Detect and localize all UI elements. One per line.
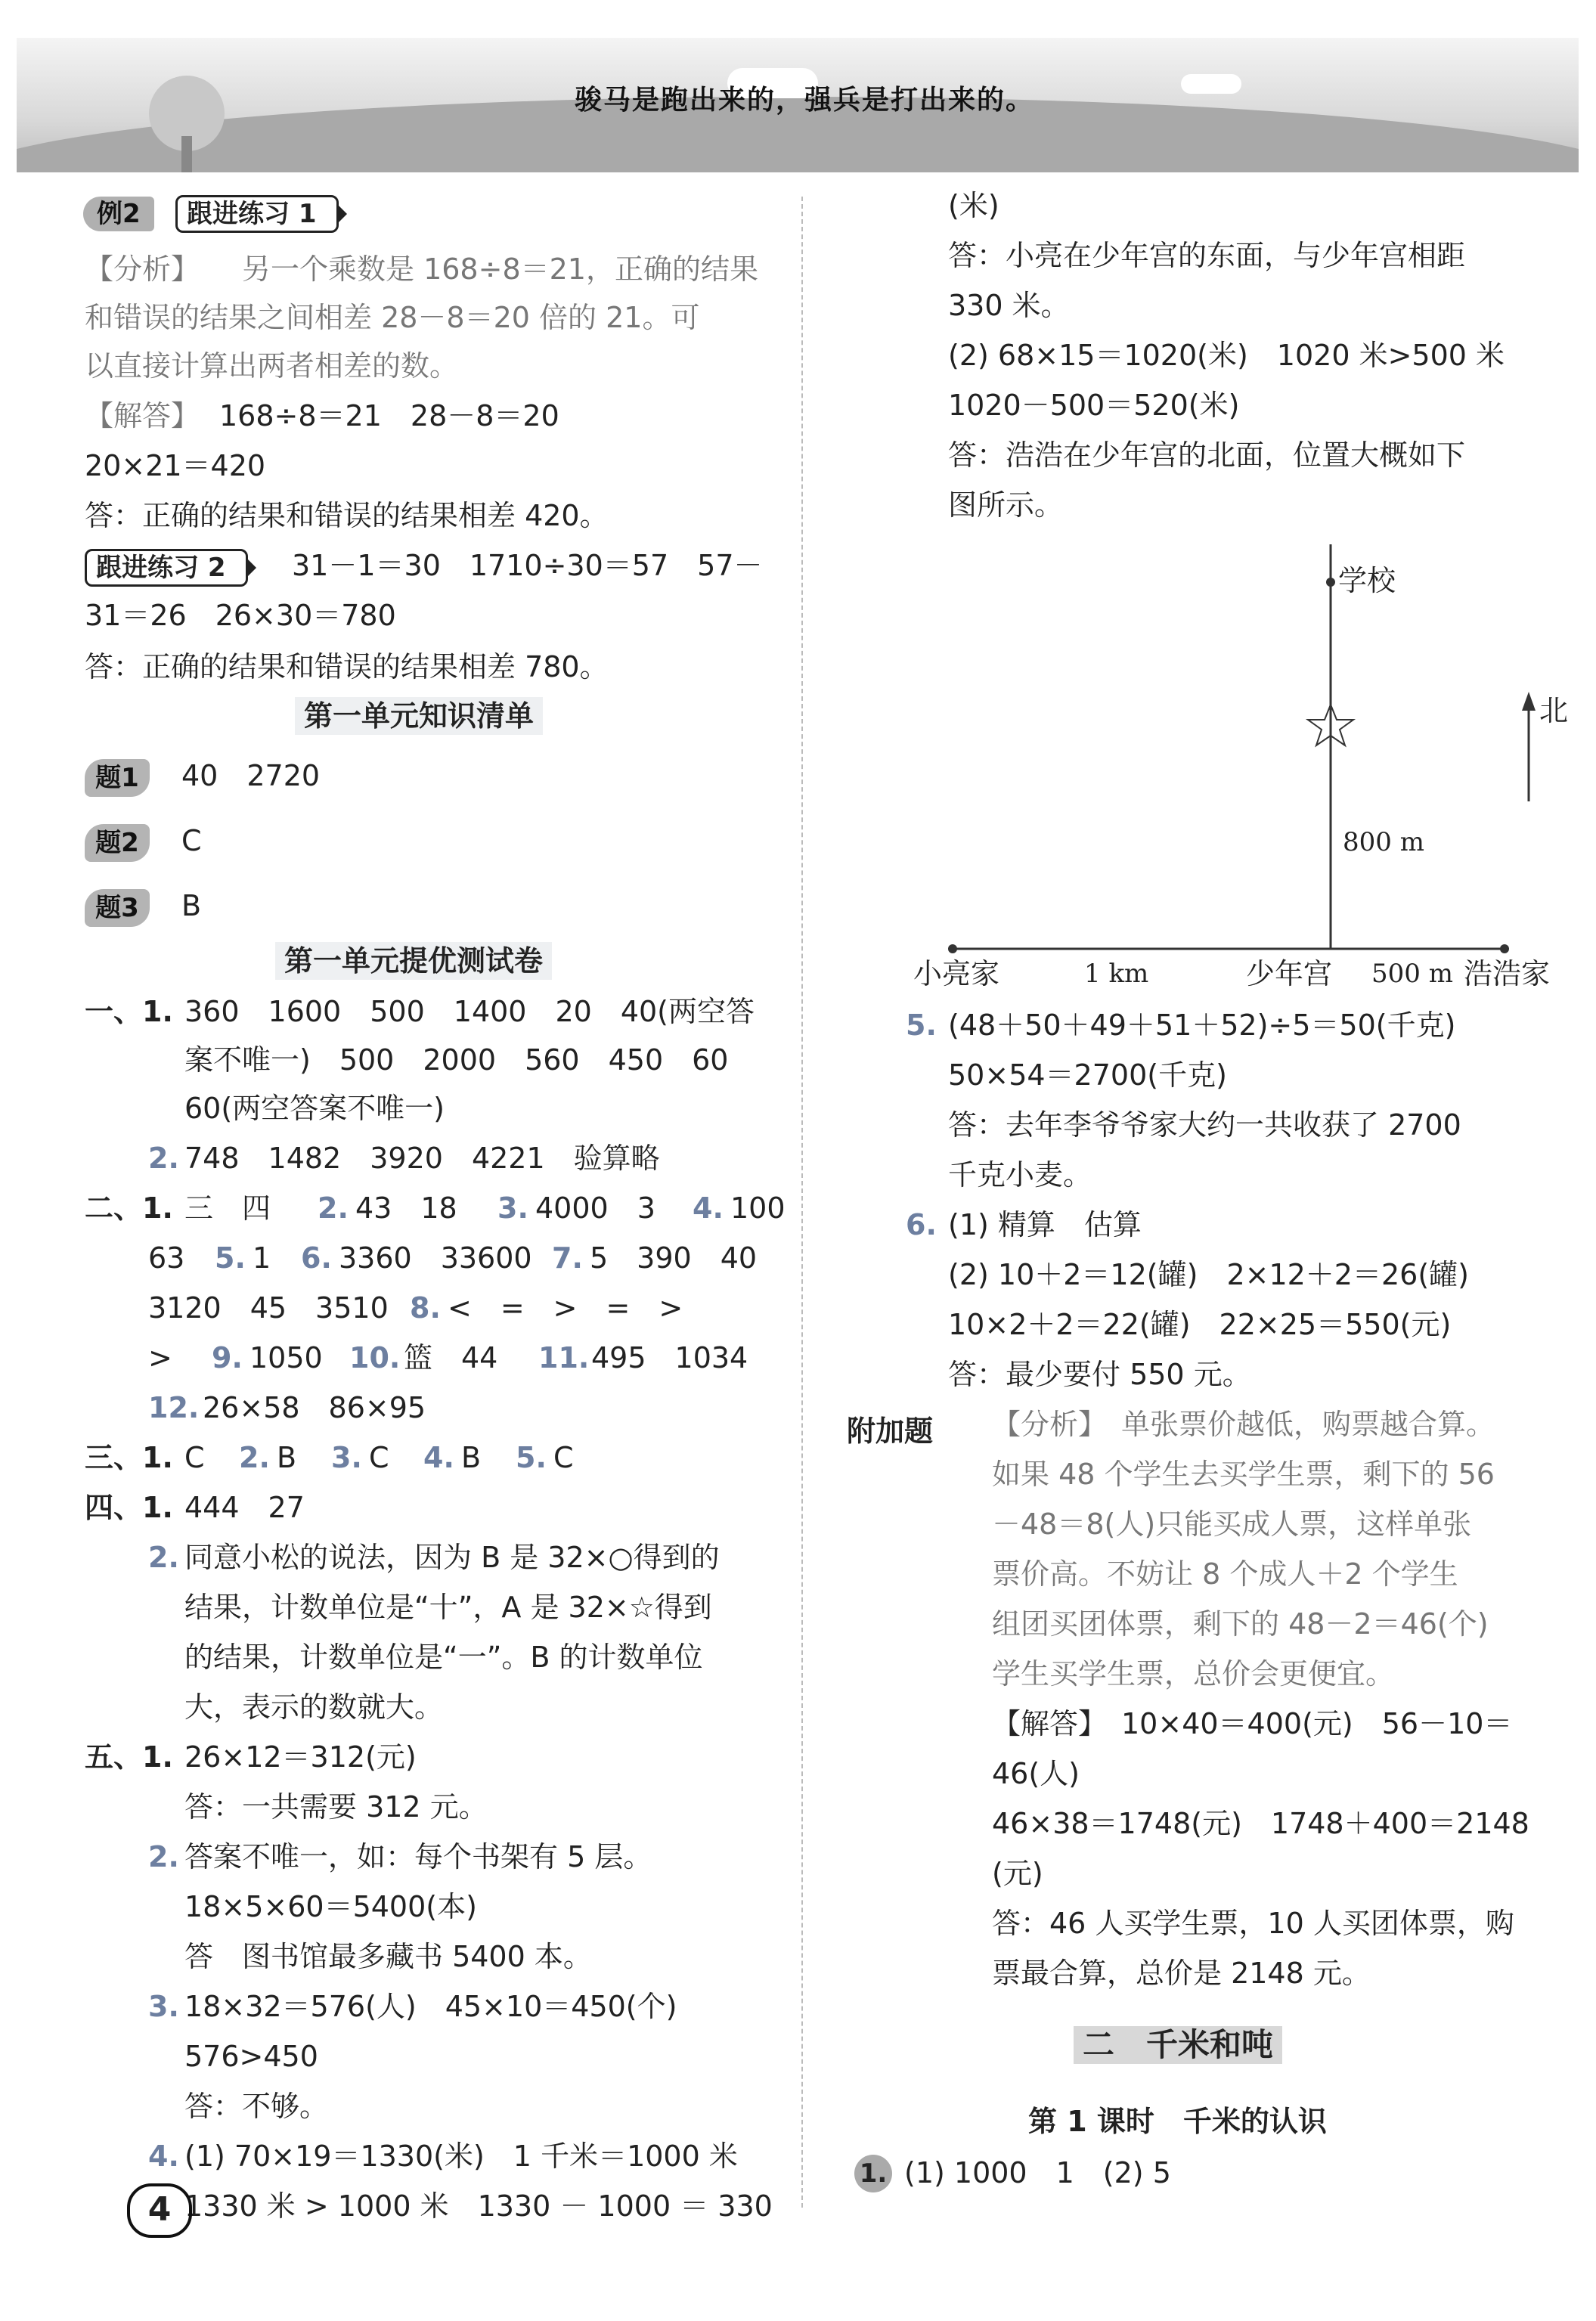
map-label-school: 学校	[1338, 564, 1396, 597]
part-5-line-3: 答案不唯一，如：每个书架有 5 层。	[184, 1840, 652, 1873]
bonus-solution-2: 46(人)	[992, 1757, 1080, 1790]
bonus-solution-4: (元)	[992, 1857, 1043, 1890]
q5-line-2: 50×54＝2700(千克)	[948, 1058, 1227, 1092]
item-number: 4.	[148, 2140, 179, 2173]
part-3-text: C	[184, 1441, 234, 1474]
part-4-line-3: 结果，计数单位是“十”，A 是 32×☆得到	[184, 1591, 712, 1624]
map-label-haohao: 浩浩家	[1464, 957, 1551, 990]
part-3-text: C	[553, 1441, 574, 1474]
section-title-test: 第一单元提优测试卷	[275, 942, 552, 980]
item-number: 9.	[212, 1341, 243, 1374]
page-number: 4	[127, 2183, 192, 2238]
part-3-text: B	[277, 1441, 326, 1474]
part-5-line-4: 18×5×60＝5400(本)	[184, 1890, 477, 1923]
question-3-badge: 题3	[85, 889, 150, 927]
item-number: 3.	[497, 1191, 528, 1225]
exercise-1-badge: 1.	[854, 2155, 892, 2192]
part-2-label: 二、1.	[85, 1191, 173, 1225]
part-5-line-2: 答：一共需要 312 元。	[184, 1790, 488, 1824]
item-number: 10.	[349, 1341, 401, 1374]
item-number: 2.	[148, 1840, 179, 1873]
map-label-north: 北	[1539, 694, 1569, 727]
answer-line: 答：正确的结果和错误的结果相差 420。	[85, 499, 609, 532]
question-2-badge: 题2	[85, 824, 150, 862]
q6-line-1: (1) 精算 估算	[948, 1208, 1142, 1241]
position-map	[907, 529, 1573, 998]
part-1-line-1: 360 1600 500 1400 20 40(两空答	[184, 995, 755, 1028]
section-title-knowledge: 第一单元知识清单	[295, 697, 543, 735]
map-label-800m: 800 m	[1343, 827, 1424, 857]
part-1-line-2: 案不唯一) 500 2000 560 450 60	[184, 1043, 729, 1077]
question-2-answer: C	[181, 824, 202, 857]
q6-line-2: (2) 10＋2＝12(罐) 2×12＋2＝26(罐)	[948, 1258, 1469, 1291]
part-4-line-1: 444 27	[184, 1491, 305, 1524]
exercise-1-answer: (1) 1000 1 (2) 5	[904, 2156, 1171, 2189]
part-2-text: 43 18	[355, 1191, 486, 1225]
part-2-text: 3360 33600	[339, 1241, 561, 1275]
part-5-line-1: 26×12＝312(元)	[184, 1740, 417, 1774]
part-5-line-7: 576>450	[184, 2040, 318, 2073]
item-number: 5.	[215, 1241, 246, 1275]
item-number: 4.	[423, 1441, 454, 1474]
part-2-text: 三 四	[184, 1191, 300, 1225]
part-2-text: 100	[730, 1191, 786, 1225]
question-1-answer: 40 2720	[181, 759, 321, 792]
part-4-line-5: 大，表示的数就大。	[184, 1690, 444, 1724]
header-motto: 骏马是跑出来的，强兵是打出来的。	[575, 84, 1035, 116]
bonus-question-label: 附加题	[847, 1415, 934, 1448]
follow-up-1-badge: 跟进练习 1	[175, 195, 339, 233]
part-3-text: C	[369, 1441, 418, 1474]
item-number: 2.	[318, 1191, 349, 1225]
example-2-badge: 例2	[83, 197, 154, 231]
part-2-text: 篮 44	[404, 1341, 527, 1374]
north-arrow-head	[1522, 692, 1536, 711]
cloud-icon	[1181, 74, 1241, 94]
right-line-6: 答：浩浩在少年宫的北面，位置大概如下	[948, 438, 1466, 472]
part-2-text: < = > = >	[448, 1291, 683, 1325]
q5-line-1: (48＋50＋49＋51＋52)÷5＝50(千克)	[948, 1009, 1456, 1042]
part-5-label: 五、1.	[85, 1740, 173, 1774]
analysis-line-1: 另一个乘数是 168÷8＝21，正确的结果	[242, 253, 758, 286]
part-2-text: 5 390 40	[590, 1241, 758, 1275]
analysis-tag: 【分析】	[85, 253, 200, 286]
follow-up-2-line-2: 31＝26 26×30＝780	[85, 599, 396, 632]
haohao-point	[1500, 944, 1509, 953]
bonus-analysis-5: 组团买团体票，剩下的 48－2＝46(个)	[992, 1607, 1489, 1641]
solution-line-2: 20×21＝420	[85, 449, 266, 482]
q6-line-4: 答：最少要付 550 元。	[948, 1358, 1251, 1391]
item-number: 5.	[906, 1009, 937, 1042]
item-number: 11.	[538, 1341, 590, 1374]
school-point	[1326, 578, 1335, 587]
map-label-1km: 1 km	[1084, 959, 1149, 989]
right-line-4: (2) 68×15＝1020(米) 1020 米>500 米	[948, 339, 1505, 372]
part-2-text: 495 1034	[591, 1341, 748, 1374]
item-number: 2.	[239, 1441, 270, 1474]
map-label-xiaoliang: 小亮家	[913, 957, 1000, 990]
part-2-text: >	[148, 1341, 201, 1374]
column-divider	[801, 197, 803, 2208]
xiaoliang-point	[948, 944, 957, 953]
part-3-label: 三、1.	[85, 1441, 173, 1474]
item-number: 2.	[148, 1541, 179, 1574]
item-number: 7.	[552, 1241, 583, 1275]
map-label-500m: 500 m	[1371, 959, 1453, 989]
q5-line-4: 千克小麦。	[948, 1158, 1092, 1191]
right-line-3: 330 米。	[948, 289, 1070, 322]
part-2-text: 4000 3	[535, 1191, 684, 1225]
right-line-2: 答：小亮在少年宫的东面，与少年宫相距	[948, 239, 1466, 272]
unit-2-title: 二 千米和吨	[1074, 2026, 1282, 2064]
part-1-line-4: 748 1482 3920 4221 验算略	[184, 1142, 660, 1175]
part-2-text: 63	[148, 1241, 214, 1275]
solution-tag: 【解答】	[85, 399, 200, 432]
part-4-line-2: 同意小松的说法，因为 B 是 32×○得到的	[184, 1541, 720, 1574]
follow-up-2-line-1: 31－1＝30 1710÷30＝57 57－	[292, 549, 763, 582]
analysis-line-2: 和错误的结果之间相差 28－8＝20 倍的 21。可	[85, 301, 700, 334]
part-1-line-3: 60(两空答案不唯一)	[184, 1092, 445, 1125]
bonus-answer-2: 票最合算，总价是 2148 元。	[992, 1957, 1371, 1990]
part-5-line-9: (1) 70×19＝1330(米) 1 千米＝1000 米	[184, 2140, 738, 2173]
part-5-line-8: 答：不够。	[184, 2090, 329, 2123]
q5-line-3: 答：去年李爷爷家大约一共收获了 2700	[948, 1108, 1461, 1142]
analysis-line-3: 以直接计算出两者相差的数。	[85, 349, 459, 383]
q6-line-3: 10×2＋2＝22(罐) 22×25＝550(元)	[948, 1308, 1452, 1341]
bonus-analysis-1: 【分析】 单张票价越低，购票越合算。	[992, 1408, 1495, 1441]
item-number: 2.	[148, 1142, 179, 1175]
part-1-label: 一、1.	[85, 995, 173, 1028]
item-number: 5.	[516, 1441, 547, 1474]
right-line-7: 图所示。	[948, 488, 1064, 522]
item-number: 6.	[906, 1208, 937, 1241]
solution-line-1: 168÷8＝21 28－8＝20	[219, 399, 559, 432]
follow-up-2-badge: 跟进练习 2	[85, 549, 248, 587]
bonus-analysis-6: 学生买学生票，总价会更便宜。	[992, 1657, 1395, 1690]
question-1-badge: 题1	[85, 759, 150, 797]
item-number: 3.	[148, 1990, 179, 2023]
tree-icon	[130, 68, 243, 172]
item-number: 12.	[148, 1391, 200, 1424]
part-4-label: 四、1.	[85, 1491, 173, 1524]
part-3-text: B	[461, 1441, 510, 1474]
bonus-solution-3: 46×38＝1748(元) 1748＋400＝2148	[992, 1807, 1529, 1840]
part-5-line-10: 1330 米 > 1000 米 1330 － 1000 ＝ 330	[184, 2189, 773, 2223]
part-5-line-5: 答 图书馆最多藏书 5400 本。	[184, 1940, 592, 1973]
part-4-line-4: 的结果，计数单位是“一”。B 的计数单位	[184, 1641, 703, 1674]
part-2-text: 3120 45 3510	[148, 1291, 417, 1325]
part-2-text: 1050	[249, 1341, 352, 1374]
bonus-solution-1: 【解答】 10×40＝400(元) 56－10＝	[992, 1707, 1513, 1740]
map-label-youth-palace: 少年宫	[1246, 957, 1333, 990]
follow-up-2-answer: 答：正确的结果和错误的结果相差 780。	[85, 650, 609, 683]
item-number: 6.	[301, 1241, 332, 1275]
part-5-line-6: 18×32＝576(人) 45×10＝450(个)	[184, 1990, 677, 2023]
question-3-answer: B	[181, 889, 202, 922]
bonus-analysis-3: －48＝8(人)只能买成人票，这样单张	[992, 1508, 1472, 1541]
item-number: 4.	[693, 1191, 724, 1225]
part-2-text: 1	[253, 1241, 300, 1275]
lesson-title: 第 1 课时 千米的认识	[1028, 2105, 1327, 2138]
part-2-text: 26×58 86×95	[203, 1391, 426, 1424]
item-number: 3.	[331, 1441, 362, 1474]
item-number: 8.	[410, 1291, 441, 1325]
bonus-analysis-2: 如果 48 个学生去买学生票，剩下的 56	[992, 1458, 1495, 1491]
bonus-answer-1: 答：46 人买学生票，10 人买团体票，购	[992, 1907, 1514, 1940]
bonus-analysis-4: 票价高。不妨让 8 个成人＋2 个学生	[992, 1557, 1458, 1591]
right-line-5: 1020－500＝520(米)	[948, 389, 1240, 422]
right-line-1: (米)	[948, 189, 999, 222]
